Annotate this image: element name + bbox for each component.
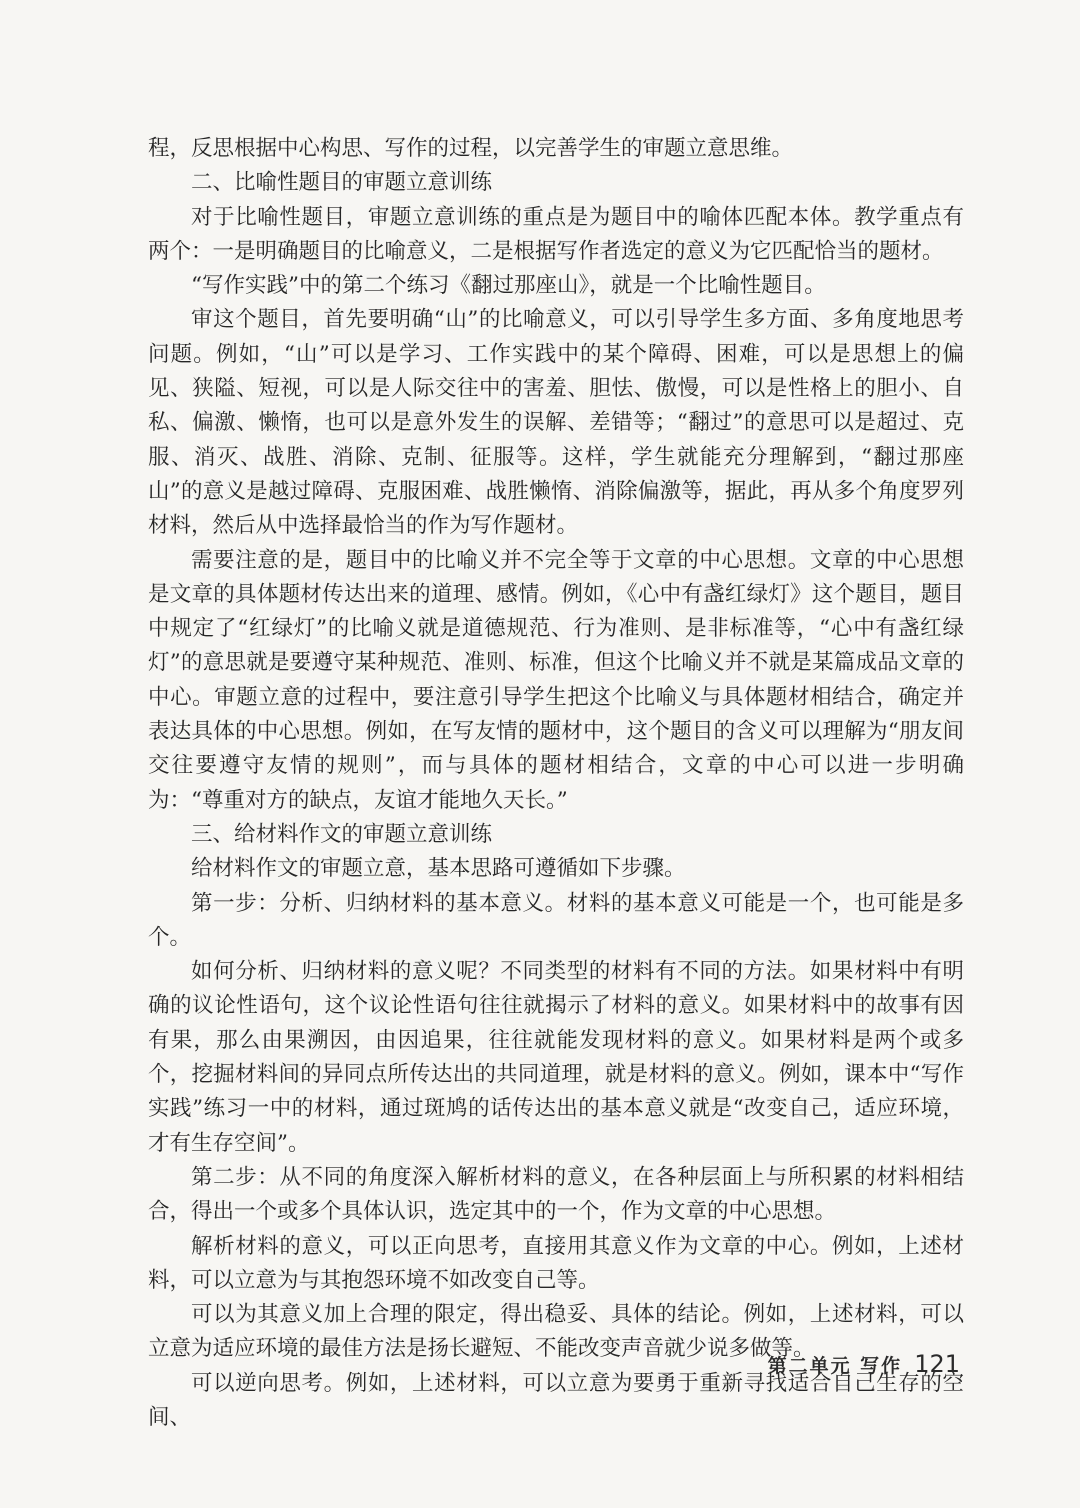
paragraph: 第二步：从不同的角度深入解析材料的意义，在各种层面上与所积累的材料相结合，得出一个或多个具体认识，选定其中的一个，作为文章的中心思想。: [148, 1164, 964, 1225]
paragraph: 可以为其意义加上合理的限定，得出稳妥、具体的结论。例如，上述材料，可以立意为适应环境的最佳方法是扬长避短、不能改变声音就少说多做等。: [148, 1302, 964, 1362]
section-heading-3: 三、给材料作文的审题立意训练: [191, 821, 493, 847]
paragraph: 解析材料的意义，可以正向思考，直接用其意义作为文章的中心。例如，上述材料，可以立意为与其抱怨环境不如改变自己等。: [148, 1233, 964, 1293]
paragraph: 可以逆向思考。例如，上述材料，可以立意为要勇于重新寻找适合自己生存的空间、: [148, 1370, 964, 1430]
paragraph: 第一步：分析、归纳材料的基本意义。材料的基本意义可能是一个，也可能是多个。: [148, 890, 964, 950]
unit-label: 第二单元 写作: [767, 1355, 903, 1377]
body-text: [148, 132, 964, 1435]
page-number: 121: [914, 1350, 960, 1378]
paragraph: 如何分析、归纳材料的意义呢？不同类型的材料有不同的方法。如果材料中有明确的议论性语句，这个议论性语句往往就揭示了材料的意义。如果材料中的故事有因有果，那么由果溯因，由因追果，往往就能发现材料的意义。如果材料是两个或多个，挖掘材料间的异同点所传达出的共同道理，就是材料的意义。例如，课本中“写作实践”练习一中的材料，通过斑鸠的话传达出的基本意义就是“改变自己，适应环境，才有生存空间”。: [148, 959, 964, 1156]
paragraph: 给材料作文的审题立意，基本思路可遵循如下步骤。: [191, 856, 686, 882]
paragraph: 对于比喻性题目，审题立意训练的重点是为题目中的喻体匹配本体。教学重点有两个：一是明确题目的比喻意义，二是根据写作者选定的意义为它匹配恰当的题材。: [148, 204, 964, 264]
paragraph: 需要注意的是，题目中的比喻义并不完全等于文章的中心思想。文章的中心思想是文章的具体题材传达出来的道理、感情。例如，《心中有盏红绿灯》这个题目，题目中规定了“红绿灯”的比喻义就是道德规范、行为准则、是非标准等，“心中有盏红绿灯”的意思就是要遵守某种规范、准则、标准，但这个比喻义并不就是某篇成品文章的中心。审题立意的过程中，要注意引导学生把这个比喻义与具体题材相结合，确定并表达具体的中心思想。例如，在写友情的题材中，这个题目的含义可以理解为“朋友间交往要遵守友情的规则”，而与具体的题材相结合，文章的中心可以进一步明确为：“尊重对方的缺点，友谊才能地久天长。”: [148, 547, 964, 813]
section-heading-2: 二、比喻性题目的审题立意训练: [191, 170, 493, 196]
page-footer: [768, 1350, 960, 1378]
paragraph: “写作实践”中的第二个练习《翻过那座山》，就是一个比喻性题目。: [191, 273, 826, 299]
paragraph: 审这个题目，首先要明确“山”的比喻意义，可以引导学生多方面、多角度地思考问题。例如，“山”可以是学习、工作实践中的某个障碍、困难，可以是思想上的偏见、狭隘、短视，可以是人际交往中的害羞、胆怯、傲慢，可以是性格上的胆小、自私、偏激、懒惰，也可以是意外发生的误解、差错等；“翻过”的意思可以是超过、克服、消灭、战胜、消除、克制、征服等。这样，学生就能充分理解到，“翻过那座山”的意义是越过障碍、克服困难、战胜懒惰、消除偏激等，据此，再从多个角度罗列材料，然后从中选择最恰当的作为写作题材。: [148, 307, 964, 539]
paragraph-continuation: 程，反思根据中心构思、写作的过程，以完善学生的审题立意思维。: [148, 136, 794, 161]
